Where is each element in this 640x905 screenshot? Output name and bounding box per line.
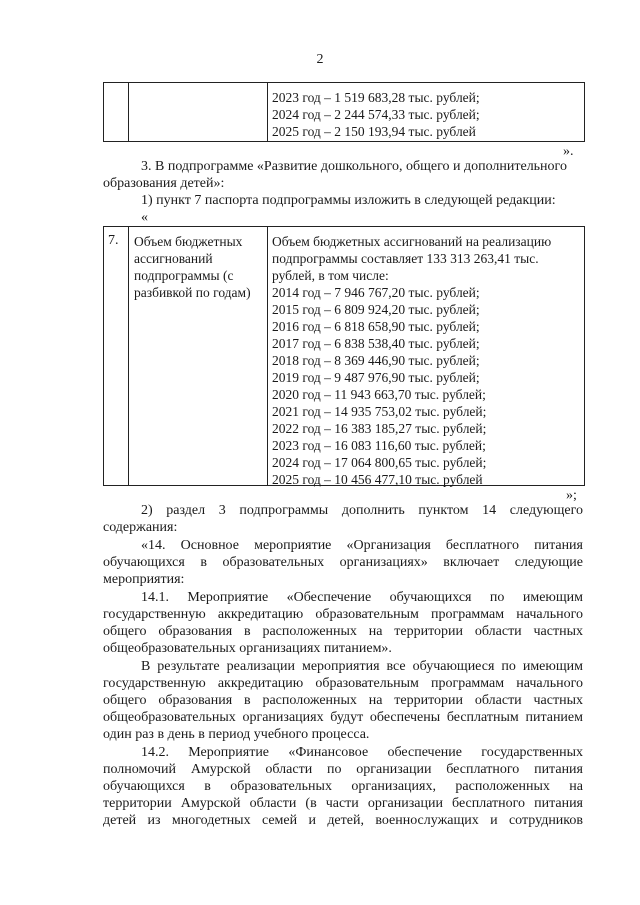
- row-label-line: ассигнований: [134, 251, 213, 266]
- budget-table-continuation: [103, 82, 585, 142]
- paragraph-14-line: мероприятия:: [103, 572, 185, 587]
- budget-table-item-7: [103, 226, 585, 486]
- row-label-cell: [134, 233, 251, 301]
- closing-quote: ».: [563, 144, 574, 159]
- row-label-line: разбивкой по годам): [134, 285, 251, 300]
- result-paragraph-line: один раз в день в период учебного процесса.: [103, 727, 370, 742]
- budget-year-line: 2024 год – 17 064 800,65 тыс. рублей;: [272, 455, 487, 470]
- budget-year-line: 2021 год – 14 935 753,02 тыс. рублей;: [272, 404, 487, 419]
- result-paragraph-line: В результате реализации мероприятия все обучающиеся по имеющим: [141, 659, 583, 674]
- column-divider: [267, 83, 268, 141]
- budget-year-line: 2019 год – 9 487 976,90 тыс. рублей;: [272, 370, 480, 385]
- page-number: 2: [316, 52, 324, 67]
- paragraph-14-2-line: территории Амурской области (в части организации бесплатного питания: [103, 796, 583, 811]
- budget-year-line: 2022 год – 16 383 185,27 тыс. рублей;: [272, 421, 487, 436]
- budget-year-line: 2017 год – 6 838 538,40 тыс. рублей;: [272, 336, 480, 351]
- paragraph-14-1-line: 14.1. Мероприятие «Обеспечение обучающихся по имеющим: [141, 590, 583, 605]
- row-label-line: Объем бюджетных: [134, 234, 243, 249]
- budget-year-line: 2023 год – 1 519 683,28 тыс. рублей;: [272, 90, 480, 105]
- column-divider: [128, 83, 129, 141]
- opening-quote: «: [141, 210, 148, 225]
- budget-year-line: 2025 год – 10 456 477,10 тыс. рублей: [272, 472, 483, 487]
- paragraph-14-1-line: общего образования в расположенных на территории области частных: [103, 624, 583, 639]
- result-paragraph-line: государственную аккредитацию образовательным программам начального: [103, 676, 583, 691]
- budget-year-line: 2020 год – 11 943 663,70 тыс. рублей;: [272, 387, 486, 402]
- section-3-item-1: 1) пункт 7 паспорта подпрограммы изложить в следующей редакции:: [141, 193, 556, 208]
- closing-quote: »;: [566, 488, 577, 503]
- paragraph-14-2-line: полномочий Амурской области по организации бесплатного питания: [103, 762, 583, 777]
- column-divider: [128, 227, 129, 485]
- budget-year-line: 2015 год – 6 809 924,20 тыс. рублей;: [272, 302, 480, 317]
- paragraph-14-line: обучающихся в образовательных организациях» включает следующие: [103, 555, 583, 570]
- paragraph-14-2-line: обучающихся в образовательных организациях, расположенных на: [103, 779, 583, 794]
- budget-year-line: 2018 год – 8 369 446,90 тыс. рублей;: [272, 353, 480, 368]
- item-2-line: 2) раздел 3 подпрограммы дополнить пунктом 14 следующего: [141, 503, 583, 518]
- budget-year-line: 2016 год – 6 818 658,90 тыс. рублей;: [272, 319, 480, 334]
- value-line: Объем бюджетных ассигнований на реализацию: [272, 234, 552, 249]
- paragraph-14-2-line: 14.2. Мероприятие «Финансовое обеспечение государственных: [141, 745, 583, 760]
- budget-year-line: 2025 год – 2 150 193,94 тыс. рублей: [272, 124, 476, 139]
- budget-values-cell: [272, 89, 480, 140]
- column-divider: [267, 227, 268, 485]
- paragraph-14-2-line: детей из многодетных семей и детей, военнослужащих и сотрудников: [103, 813, 583, 828]
- value-line: подпрограммы составляет 133 313 263,41 тыс.: [272, 251, 539, 266]
- result-paragraph-line: общего образования в расположенных на территории области частных: [103, 693, 583, 708]
- section-3-heading-cont: образования детей»:: [103, 176, 225, 191]
- item-2-line: содержания:: [103, 520, 178, 535]
- result-paragraph-line: общеобразовательных организациях будут обеспечены бесплатным питанием: [103, 710, 583, 725]
- paragraph-14-1-line: общеобразовательных организациях питанием».: [103, 641, 392, 656]
- budget-year-line: 2023 год – 16 083 116,60 тыс. рублей;: [272, 438, 486, 453]
- paragraph-14-1-line: государственную аккредитацию образовательным программам начального: [103, 607, 583, 622]
- row-label-line: подпрограммы (с: [134, 268, 234, 283]
- row-value-cell: [272, 233, 551, 488]
- budget-year-line: 2014 год – 7 946 767,20 тыс. рублей;: [272, 285, 480, 300]
- paragraph-14-line: «14. Основное мероприятие «Организация бесплатного питания: [141, 538, 583, 553]
- value-line: рублей, в том числе:: [272, 268, 389, 283]
- section-3-heading: 3. В подпрограмме «Развитие дошкольного, общего и дополнительного: [141, 159, 567, 174]
- budget-year-line: 2024 год – 2 244 574,33 тыс. рублей;: [272, 107, 480, 122]
- row-number: 7.: [108, 233, 119, 248]
